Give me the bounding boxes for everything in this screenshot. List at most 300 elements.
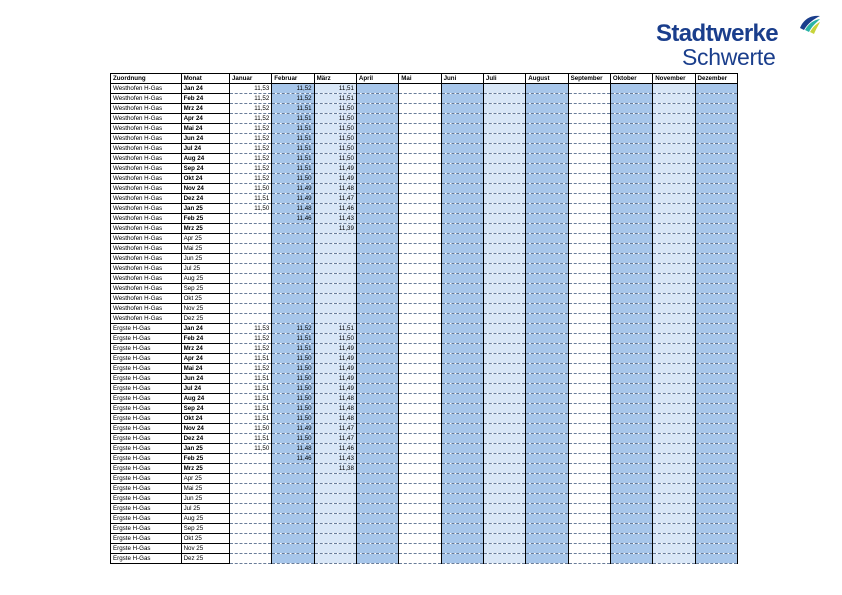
value-cell — [441, 224, 483, 234]
table-row — [111, 374, 738, 384]
value-cell: 11,49 — [272, 184, 314, 194]
value-cell — [314, 544, 356, 554]
value-cell — [568, 284, 610, 294]
value-cell — [356, 304, 398, 314]
value-cell — [568, 424, 610, 434]
monat-cell: Mai 24 — [181, 364, 229, 374]
value-cell — [229, 264, 271, 274]
value-cell — [356, 234, 398, 244]
value-cell — [610, 104, 652, 114]
value-cell — [356, 384, 398, 394]
value-cell: 11,49 — [272, 194, 314, 204]
value-cell — [356, 154, 398, 164]
value-cell — [653, 344, 695, 354]
value-cell — [526, 194, 568, 204]
table-row — [111, 474, 738, 484]
value-cell — [441, 274, 483, 284]
value-cell — [483, 254, 525, 264]
zuordnung-cell: Ergste H-Gas — [111, 384, 182, 394]
value-cell: 11,51 — [314, 84, 356, 94]
value-cell: 11,50 — [229, 184, 271, 194]
value-cell: 11,47 — [314, 194, 356, 204]
table-row — [111, 554, 738, 564]
value-cell — [441, 484, 483, 494]
value-cell — [356, 554, 398, 564]
value-cell: 11,52 — [229, 94, 271, 104]
header-cell: Monat — [181, 74, 229, 84]
value-cell — [568, 364, 610, 374]
table-row — [111, 344, 738, 354]
value-cell — [568, 224, 610, 234]
value-cell — [526, 424, 568, 434]
value-cell — [314, 264, 356, 274]
value-cell — [653, 314, 695, 324]
value-cell — [568, 324, 610, 334]
table-row — [111, 364, 738, 374]
value-cell — [568, 154, 610, 164]
monat-cell: Okt 25 — [181, 294, 229, 304]
value-cell: 11,51 — [229, 414, 271, 424]
value-cell: 11,50 — [272, 354, 314, 364]
zuordnung-cell: Westhofen H-Gas — [111, 114, 182, 124]
value-cell — [568, 124, 610, 134]
value-cell: 11,52 — [229, 334, 271, 344]
value-cell — [610, 474, 652, 484]
value-cell — [653, 84, 695, 94]
value-cell — [441, 114, 483, 124]
value-cell — [441, 294, 483, 304]
zuordnung-cell: Westhofen H-Gas — [111, 124, 182, 134]
value-cell — [526, 134, 568, 144]
value-cell — [399, 554, 441, 564]
value-cell — [399, 94, 441, 104]
value-cell: 11,51 — [272, 114, 314, 124]
value-cell — [653, 254, 695, 264]
monat-cell: Aug 24 — [181, 394, 229, 404]
monat-cell: Jun 24 — [181, 134, 229, 144]
value-cell — [229, 484, 271, 494]
value-cell — [272, 494, 314, 504]
value-cell — [483, 154, 525, 164]
table-row — [111, 204, 738, 214]
zuordnung-cell: Westhofen H-Gas — [111, 224, 182, 234]
value-cell — [610, 444, 652, 454]
value-cell — [653, 374, 695, 384]
value-cell: 11,50 — [272, 384, 314, 394]
value-cell — [653, 284, 695, 294]
value-cell — [229, 524, 271, 534]
value-cell: 11,48 — [314, 184, 356, 194]
value-cell — [399, 204, 441, 214]
monat-cell: Jul 25 — [181, 504, 229, 514]
value-cell: 11,52 — [229, 144, 271, 154]
zuordnung-cell: Ergste H-Gas — [111, 464, 182, 474]
value-cell — [441, 454, 483, 464]
table-row — [111, 394, 738, 404]
value-cell — [526, 204, 568, 214]
monat-cell: Nov 24 — [181, 424, 229, 434]
value-cell — [356, 204, 398, 214]
header-cell: Zuordnung — [111, 74, 182, 84]
value-cell — [568, 474, 610, 484]
value-cell — [653, 454, 695, 464]
table-row — [111, 354, 738, 364]
value-cell — [399, 284, 441, 294]
value-cell: 11,50 — [229, 204, 271, 214]
value-cell — [229, 304, 271, 314]
value-cell — [483, 204, 525, 214]
value-cell — [526, 154, 568, 164]
value-cell — [399, 184, 441, 194]
value-cell — [526, 104, 568, 114]
value-cell — [314, 524, 356, 534]
table-row — [111, 434, 738, 444]
value-cell — [356, 184, 398, 194]
value-cell — [568, 554, 610, 564]
value-cell: 11,51 — [229, 354, 271, 364]
value-cell — [695, 454, 737, 464]
table-row — [111, 464, 738, 474]
value-cell — [272, 554, 314, 564]
value-cell — [653, 424, 695, 434]
zuordnung-cell: Ergste H-Gas — [111, 444, 182, 454]
value-cell: 11,50 — [314, 124, 356, 134]
value-cell — [653, 114, 695, 124]
value-cell — [229, 214, 271, 224]
value-cell: 11,46 — [272, 214, 314, 224]
value-cell — [610, 144, 652, 154]
value-cell — [483, 84, 525, 94]
value-cell: 11,51 — [272, 344, 314, 354]
value-cell — [526, 354, 568, 364]
zuordnung-cell: Ergste H-Gas — [111, 414, 182, 424]
value-cell — [399, 104, 441, 114]
value-cell: 11,51 — [272, 104, 314, 114]
value-cell — [695, 344, 737, 354]
value-cell — [526, 294, 568, 304]
value-cell — [653, 144, 695, 154]
value-cell — [695, 314, 737, 324]
value-cell: 11,51 — [314, 324, 356, 334]
zuordnung-cell: Westhofen H-Gas — [111, 284, 182, 294]
value-cell — [610, 254, 652, 264]
monat-cell: Jul 24 — [181, 384, 229, 394]
monat-cell: Aug 25 — [181, 514, 229, 524]
value-cell: 11,49 — [314, 384, 356, 394]
value-cell: 11,50 — [314, 104, 356, 114]
table-row — [111, 404, 738, 414]
value-cell: 11,47 — [314, 434, 356, 444]
monat-cell: Feb 25 — [181, 214, 229, 224]
value-cell — [526, 224, 568, 234]
value-cell: 11,52 — [229, 104, 271, 114]
value-cell — [272, 234, 314, 244]
value-cell — [653, 494, 695, 504]
value-cell — [229, 314, 271, 324]
value-cell — [356, 494, 398, 504]
value-cell — [272, 514, 314, 524]
value-cell — [272, 294, 314, 304]
value-cell — [356, 474, 398, 484]
value-cell — [441, 414, 483, 424]
value-cell — [356, 94, 398, 104]
value-cell: 11,51 — [272, 154, 314, 164]
value-cell — [441, 174, 483, 184]
zuordnung-cell: Westhofen H-Gas — [111, 244, 182, 254]
value-cell — [441, 234, 483, 244]
value-cell — [610, 504, 652, 514]
monat-cell: Jun 25 — [181, 494, 229, 504]
value-cell — [399, 354, 441, 364]
value-cell: 11,46 — [314, 204, 356, 214]
value-cell — [483, 194, 525, 204]
value-cell — [441, 314, 483, 324]
value-cell — [314, 494, 356, 504]
value-cell — [399, 404, 441, 414]
value-cell — [526, 114, 568, 124]
table-row — [111, 514, 738, 524]
value-cell: 11,39 — [314, 224, 356, 234]
value-cell — [653, 324, 695, 334]
value-cell — [229, 504, 271, 514]
value-cell — [272, 304, 314, 314]
value-cell — [314, 484, 356, 494]
value-cell — [610, 234, 652, 244]
value-cell — [526, 534, 568, 544]
value-cell — [526, 404, 568, 414]
value-cell — [695, 164, 737, 174]
value-cell: 11,48 — [314, 414, 356, 424]
value-cell — [695, 304, 737, 314]
value-cell: 11,50 — [314, 334, 356, 344]
value-cell — [483, 294, 525, 304]
table-row — [111, 224, 738, 234]
value-cell — [653, 304, 695, 314]
value-cell — [526, 94, 568, 104]
value-cell — [272, 254, 314, 264]
value-cell — [568, 234, 610, 244]
value-cell — [483, 244, 525, 254]
value-cell — [526, 124, 568, 134]
value-cell — [610, 304, 652, 314]
table-row — [111, 504, 738, 514]
value-cell — [610, 344, 652, 354]
value-cell — [441, 514, 483, 524]
zuordnung-cell: Westhofen H-Gas — [111, 294, 182, 304]
value-cell — [695, 154, 737, 164]
monat-cell: Sep 25 — [181, 524, 229, 534]
header-cell: Dezember — [695, 74, 737, 84]
value-cell: 11,52 — [272, 324, 314, 334]
value-cell — [356, 314, 398, 324]
value-cell — [568, 454, 610, 464]
monat-cell: Okt 25 — [181, 534, 229, 544]
value-cell — [399, 474, 441, 484]
value-cell — [610, 294, 652, 304]
value-cell: 11,47 — [314, 424, 356, 434]
value-cell — [653, 434, 695, 444]
table-body — [111, 84, 738, 564]
value-cell — [441, 504, 483, 514]
value-cell — [568, 314, 610, 324]
value-cell — [399, 394, 441, 404]
value-cell — [653, 154, 695, 164]
value-cell — [526, 364, 568, 374]
zuordnung-cell: Ergste H-Gas — [111, 454, 182, 464]
value-cell: 11,49 — [314, 164, 356, 174]
value-cell — [229, 294, 271, 304]
table-row — [111, 334, 738, 344]
header-cell: August — [526, 74, 568, 84]
monat-cell: Jul 24 — [181, 144, 229, 154]
monat-cell: Mrz 24 — [181, 104, 229, 114]
monat-cell: Nov 25 — [181, 304, 229, 314]
value-cell — [526, 544, 568, 554]
value-cell — [568, 144, 610, 154]
value-cell — [229, 544, 271, 554]
zuordnung-cell: Ergste H-Gas — [111, 514, 182, 524]
value-cell: 11,52 — [229, 174, 271, 184]
value-cell — [314, 514, 356, 524]
value-cell — [356, 134, 398, 144]
value-cell — [399, 494, 441, 504]
value-cell: 11,50 — [314, 144, 356, 154]
monat-cell: Jan 25 — [181, 204, 229, 214]
value-cell: 11,52 — [229, 154, 271, 164]
value-cell — [399, 514, 441, 524]
table-row — [111, 454, 738, 464]
value-cell — [399, 324, 441, 334]
value-cell — [483, 384, 525, 394]
value-cell — [653, 204, 695, 214]
value-cell — [610, 94, 652, 104]
table-row — [111, 114, 738, 124]
value-cell — [356, 544, 398, 554]
value-cell — [314, 474, 356, 484]
value-cell — [483, 124, 525, 134]
header-cell: Januar — [229, 74, 271, 84]
value-cell — [483, 334, 525, 344]
value-cell — [695, 424, 737, 434]
value-cell — [356, 434, 398, 444]
value-cell — [653, 444, 695, 454]
value-cell — [526, 254, 568, 264]
value-cell — [229, 514, 271, 524]
monat-cell: Mrz 25 — [181, 224, 229, 234]
zuordnung-cell: Ergste H-Gas — [111, 494, 182, 504]
monat-cell: Mrz 25 — [181, 464, 229, 474]
table-row — [111, 424, 738, 434]
monat-cell: Apr 24 — [181, 114, 229, 124]
value-cell — [399, 144, 441, 154]
value-cell — [483, 424, 525, 434]
value-cell — [356, 534, 398, 544]
table-row — [111, 284, 738, 294]
value-cell — [399, 344, 441, 354]
value-cell — [441, 384, 483, 394]
value-cell: 11,51 — [272, 144, 314, 154]
value-cell — [441, 334, 483, 344]
value-cell — [568, 274, 610, 284]
value-cell — [356, 284, 398, 294]
value-cell — [568, 114, 610, 124]
value-cell — [695, 534, 737, 544]
value-cell — [356, 424, 398, 434]
value-cell — [229, 454, 271, 464]
table-row — [111, 444, 738, 454]
value-cell — [356, 84, 398, 94]
monat-cell: Mai 25 — [181, 484, 229, 494]
value-cell — [441, 324, 483, 334]
value-cell — [610, 194, 652, 204]
value-cell — [568, 244, 610, 254]
value-cell: 11,51 — [229, 194, 271, 204]
table-row — [111, 304, 738, 314]
value-cell: 11,50 — [314, 154, 356, 164]
monat-cell: Jan 24 — [181, 84, 229, 94]
value-cell: 11,52 — [229, 114, 271, 124]
monat-cell: Dez 24 — [181, 194, 229, 204]
value-cell — [483, 364, 525, 374]
value-cell — [483, 454, 525, 464]
value-cell — [653, 294, 695, 304]
value-cell: 11,49 — [314, 174, 356, 184]
value-cell — [441, 254, 483, 264]
value-cell — [399, 444, 441, 454]
value-cell — [314, 304, 356, 314]
zuordnung-cell: Westhofen H-Gas — [111, 264, 182, 274]
table-row — [111, 184, 738, 194]
value-cell: 11,50 — [272, 434, 314, 444]
value-cell — [695, 514, 737, 524]
table-row — [111, 264, 738, 274]
value-cell — [695, 224, 737, 234]
value-cell — [314, 244, 356, 254]
value-cell — [356, 354, 398, 364]
value-cell — [441, 284, 483, 294]
monat-cell: Jun 24 — [181, 374, 229, 384]
monat-cell: Sep 24 — [181, 164, 229, 174]
value-cell — [653, 224, 695, 234]
table-row — [111, 164, 738, 174]
value-cell — [610, 364, 652, 374]
header-cell: April — [356, 74, 398, 84]
value-cell — [695, 204, 737, 214]
value-cell — [610, 454, 652, 464]
value-cell — [653, 474, 695, 484]
value-cell — [272, 474, 314, 484]
value-cell — [695, 334, 737, 344]
value-cell — [526, 454, 568, 464]
value-cell — [526, 344, 568, 354]
value-cell — [653, 544, 695, 554]
value-cell: 11,50 — [272, 174, 314, 184]
table-row — [111, 294, 738, 304]
value-cell: 11,53 — [229, 84, 271, 94]
value-cell: 11,51 — [272, 164, 314, 174]
table-row — [111, 84, 738, 94]
value-cell — [399, 334, 441, 344]
value-cell — [399, 504, 441, 514]
value-cell: 11,48 — [314, 394, 356, 404]
value-cell — [272, 504, 314, 514]
value-cell — [695, 364, 737, 374]
value-cell — [356, 374, 398, 384]
value-cell: 11,50 — [272, 374, 314, 384]
value-cell — [272, 224, 314, 234]
value-cell — [399, 164, 441, 174]
value-cell — [399, 364, 441, 374]
